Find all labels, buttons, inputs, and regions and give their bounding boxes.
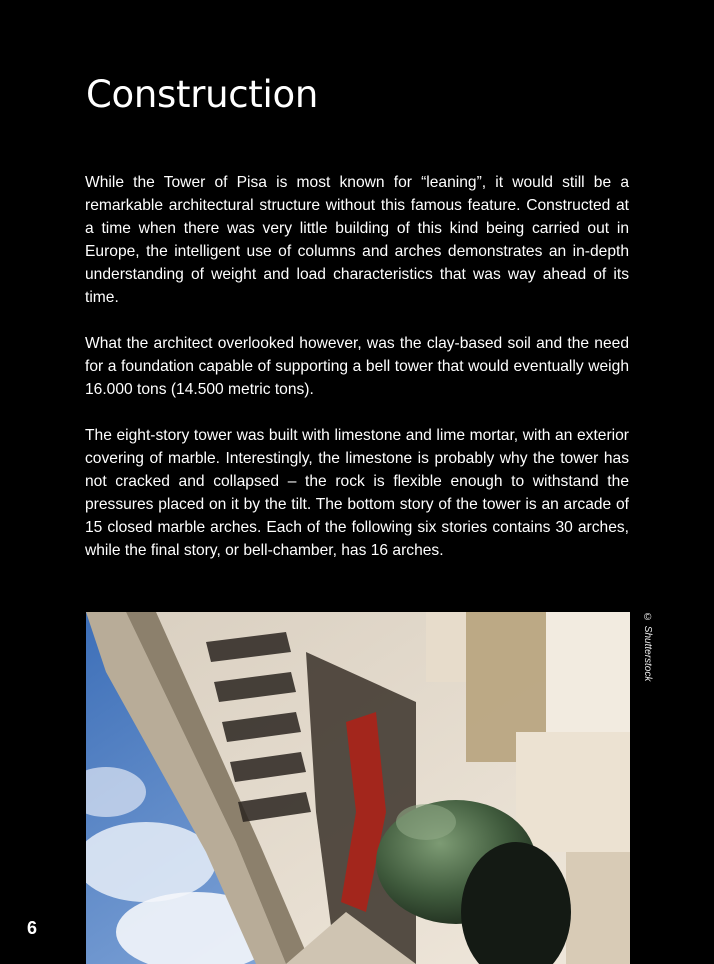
body-paragraph-1: While the Tower of Pisa is most known for “leaning”, it would still be a remarkable architectural structure without this famous feature. Constructed at a time when there was very little building of this kind being carried out in Europe, the intelligent use of columns and arches demonstrates an in-depth understanding of weight and load characteristics that was way ahead of its time. bbox=[85, 174, 629, 306]
body-paragraph-3: The eight-story tower was built with limestone and lime mortar, with an exterior covering of marble. Interestingly, the limestone is probably why the tower has not cracked and collapsed – the rock is flexible enough to withstand the pressures placed on it by the tilt. The bottom story of the tower is an arcade of 15 closed marble arches. Each of the following six stories contains 30 arches, while the final story, or bell-chamber, has 16 arches. bbox=[85, 427, 629, 559]
page-number: 6 bbox=[27, 918, 38, 938]
photo-credit: © Shutterstock bbox=[642, 612, 653, 682]
page-title: Construction bbox=[86, 73, 318, 116]
tower-bell-photo bbox=[86, 612, 630, 964]
body-paragraph-2: What the architect overlooked however, was the clay-based soil and the need for a foundation capable of supporting a bell tower that would eventually weigh 16.000 tons (14.500 metric tons). bbox=[85, 335, 629, 398]
